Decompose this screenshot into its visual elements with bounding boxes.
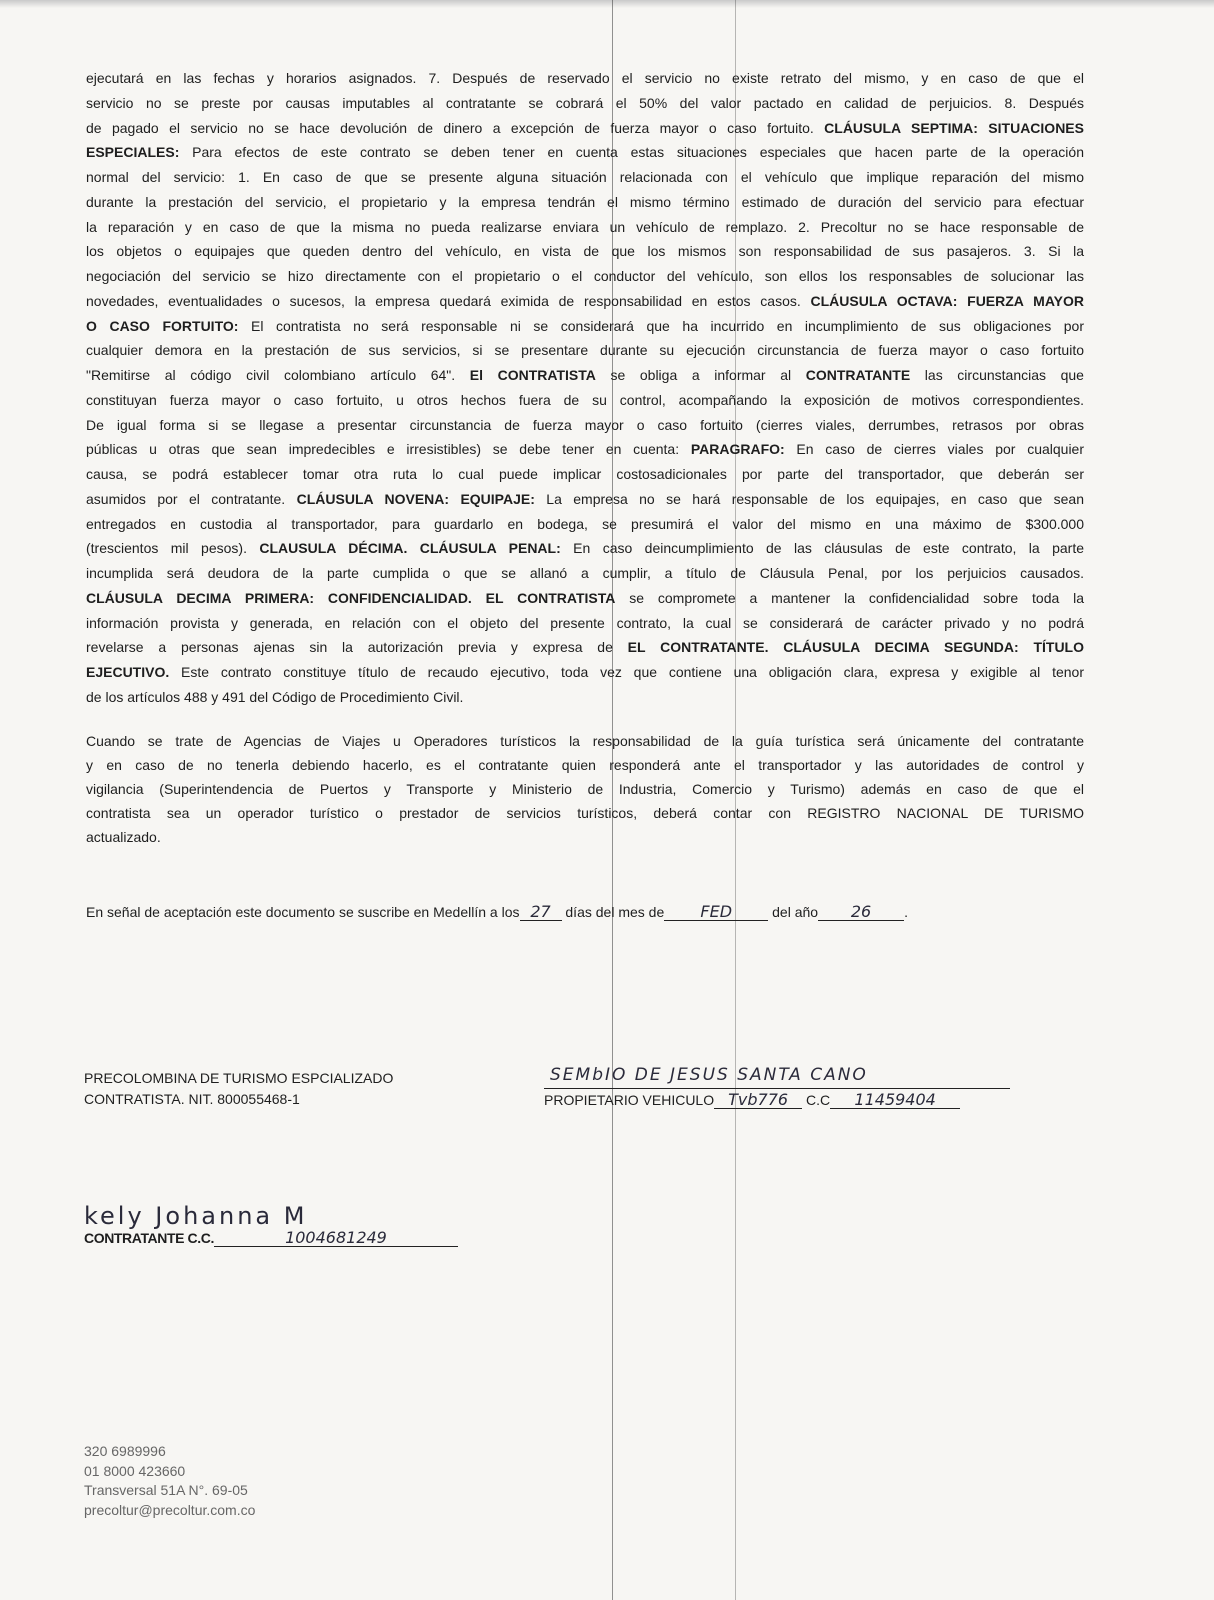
text-segment: contratista sea un operador turístico o prestador de servicios turísticos, deberá contar con REGISTRO NACIONAL DE TURISMO [86, 805, 1084, 821]
bold-clause-heading: EL CONTRATANTE. CLÁUSULA DECIMA SEGUNDA: TÍTULO [627, 639, 1084, 656]
text-line [86, 388, 1084, 413]
text-segment: De igual forma si se llegase a presentar circunstancia de fuerza mayor o caso fortuito (cierres viales, derrumbes, retrasos por obras [86, 416, 1084, 433]
text-line [86, 753, 1084, 777]
text-line [86, 338, 1084, 363]
text-segment: y en caso de no tenerla debiendo hacerlo, es el contratante quien responderá ante el transportador y las autoridades de control y [86, 757, 1084, 773]
text-segment: actualizado. [86, 829, 161, 845]
bold-clause-heading: CLAUSULA DÉCIMA. CLÁUSULA PENAL: [259, 540, 561, 557]
phone: 320 6989996 [84, 1443, 166, 1459]
text-line [86, 437, 1084, 462]
text-segment: La empresa no se hará responsable de los equipajes, en caso que sean [534, 490, 1084, 507]
text-line [86, 777, 1084, 801]
text-segment: (trescientos mil pesos). [86, 540, 260, 557]
text-segment: durante la prestación del servicio, el propietario y la empresa tendrán el mismo término estimado de duración del servicio para efectuar [86, 193, 1084, 210]
client-cc-field: 1004681249 [214, 1230, 458, 1247]
owner-handwritten-name: SEMbIO DE JESUS SANTA CANO [544, 1062, 1010, 1089]
text-line [86, 512, 1084, 537]
tollfree-phone: 01 8000 423660 [84, 1462, 186, 1479]
bold-clause-heading: CONTRATANTE [805, 367, 911, 383]
text-line [86, 239, 1084, 264]
bold-clause-heading: ESPECIALES: [86, 144, 180, 161]
text-line [86, 140, 1084, 165]
text-line [86, 91, 1084, 116]
text-segment: Este contrato constituye título de recaudo ejecutivo, toda vez que contiene una obligación clara, expresa y exigible al tenor [169, 664, 1084, 680]
text-segment: las circunstancias que [910, 367, 1084, 383]
bold-clause-heading: CLÁUSULA NOVENA: EQUIPAJE: [296, 490, 535, 507]
text-segment: Para efectos de este contrato se deben tener en cuenta estas situaciones especiales que hacen parte de la operación [179, 144, 1084, 161]
text-segment: públicas u otras que sean impredecibles e irresistibles) se debe tener en cuenta: [86, 441, 691, 458]
text-segment: En caso de cierres viales por cualquier [784, 441, 1085, 458]
company-name: PRECOLOMBINA DE TURISMO ESPCIALIZADO [84, 1070, 394, 1086]
email: precoltur@precoltur.com.co [84, 1501, 256, 1518]
text-segment: servicio no se preste por causas imputables al contratante se cobrará el 50% del valor pactado en calidad de perjuicios. 8. Después [86, 94, 1084, 111]
bold-clause-heading: CLÁUSULA OCTAVA: FUERZA MAYOR [810, 292, 1084, 309]
text-segment: se compromete a mantener la confidencialidad sobre toda la [615, 589, 1085, 606]
acceptance-line [86, 904, 908, 921]
text-segment: los objetos o equipajes que queden dentro del vehículo, en vista de que los mismos son responsabilidad de sus pasajeros. 3. Si la [86, 243, 1084, 260]
text-segment: causa, se podrá establecer tomar otra ruta lo cual puede implicar costosadicionales por parte del transportador, que deberán ser [86, 466, 1084, 482]
text-segment: incumplida será deudora de la parte cumplida o que se allanó a cumplir, a título de Cláusula Penal, por los perjuicios causados. [86, 565, 1084, 581]
cc-label: C.C [806, 1092, 831, 1108]
owner-label: PROPIETARIO VEHICULO [544, 1092, 715, 1108]
contractor-signature-block [84, 1068, 393, 1110]
text-segment: En caso deincumplimiento de las cláusulas de este contrato, la parte [560, 540, 1085, 557]
text-segment: ejecutará en las fechas y horarios asignados. 7. Después de reservado el servicio no existe retrato del mismo, y en caso de que el [86, 70, 1084, 86]
client-handwritten-signature: kely Johanna M [84, 1202, 308, 1230]
text-segment: novedades, eventualidades o sucesos, la empresa quedará eximida de responsabilidad en estos casos. [86, 292, 811, 309]
vehicle-plate-field: Tvb776 [714, 1092, 802, 1109]
text-line [86, 660, 1084, 685]
acceptance-text: En señal de aceptación este documento se suscribe en Medellín a los [86, 904, 520, 920]
day-field: 27 [520, 904, 562, 921]
company-role: CONTRATISTA. NIT. 800055468-1 [84, 1091, 300, 1107]
text-segment: normal del servicio: 1. En caso de que se presente alguna situación relacionada con el vehículo que implique reparación del mismo [86, 169, 1084, 185]
text-line [86, 264, 1084, 289]
year-field: 26 [818, 904, 904, 921]
bold-clause-heading: El CONTRATISTA [469, 367, 596, 383]
acceptance-text: del año [772, 904, 819, 920]
text-segment: entregados en custodia al transportador, para guardarlo en bodega, se presumirá el valor del mismo en una máximo de $300.000 [86, 515, 1084, 532]
text-segment: de los artículos 488 y 491 del Código de Procedimiento Civil. [86, 688, 464, 705]
text-segment: "Remitirse al código civil colombiano artículo 64". [86, 367, 470, 383]
bold-clause-heading: CLÁUSULA SEPTIMA: SITUACIONES [824, 119, 1084, 136]
text-line [86, 116, 1084, 141]
text-segment: Cuando se trate de Agencias de Viajes u Operadores turísticos la responsabilidad de la guía turística será únicamente del contratante [86, 733, 1084, 749]
bold-clause-heading: PARAGRAFO: [690, 441, 785, 458]
text-line [86, 413, 1084, 438]
text-line [86, 363, 1084, 388]
text-segment: revelarse a personas ajenas sin la autorización previa y expresa de [86, 639, 628, 656]
scan-edge [0, 0, 1214, 8]
text-line [86, 635, 1084, 660]
text-line [86, 561, 1084, 586]
text-line [86, 462, 1084, 487]
text-line [86, 215, 1084, 240]
text-segment: información provista y generada, en relación con el objeto del presente contrato, la cual se considerará de carácter privado y no podrá [86, 614, 1084, 631]
text-line [86, 729, 1084, 753]
text-line [86, 314, 1084, 339]
text-segment: El contratista no será responsable ni se considerará que ha incurrido en incumplimiento de sus obligaciones por [238, 317, 1084, 334]
tourism-agencies-paragraph [86, 729, 1084, 849]
text-segment: se obliga a informar al [595, 367, 806, 383]
text-line [86, 165, 1084, 190]
text-line [86, 66, 1084, 91]
address: Transversal 51A N°. 69-05 [84, 1482, 248, 1498]
client-signature-block [84, 1200, 458, 1249]
bold-clause-heading: EJECUTIVO. [86, 664, 170, 680]
contract-clauses-paragraph [86, 66, 1084, 710]
acceptance-period: . [904, 904, 908, 920]
owner-cc-field: 11459404 [830, 1092, 960, 1109]
client-label: CONTRATANTE C.C. [84, 1230, 214, 1246]
bold-clause-heading: O CASO FORTUITO: [86, 317, 239, 334]
bold-clause-heading: CLÁUSULA DECIMA PRIMERA: CONFIDENCIALIDAD. EL CONTRATISTA [86, 589, 616, 606]
text-segment: constituyan fuerza mayor o caso fortuito, u otros hechos fuera de su control, acompañando la exposición de motivos correspondientes. [86, 391, 1084, 408]
text-line [86, 536, 1084, 561]
text-line [86, 487, 1084, 512]
text-line [86, 825, 1084, 849]
text-line [86, 586, 1084, 611]
company-contact-footer [84, 1442, 255, 1520]
text-segment: asumidos por el contratante. [86, 490, 297, 507]
text-line [86, 685, 1084, 710]
text-segment: cualquier demora en la prestación de sus servicios, si se presentare durante su ejecución circunstancia de fuerza mayor o caso fortuito [86, 342, 1084, 359]
text-line [86, 611, 1084, 636]
text-segment: la reparación y en caso de que la misma no pueda realizarse enviara un vehículo de remplazo. 2. Precoltur no se hace responsable de [86, 218, 1084, 235]
text-line [86, 289, 1084, 314]
text-segment: vigilancia (Superintendencia de Puertos y Transporte y Ministerio de Industria, Comercio y Turismo) además en caso de que el [86, 781, 1084, 797]
text-line [86, 801, 1084, 825]
acceptance-text: días del mes de [565, 904, 665, 920]
month-field: FED [664, 904, 768, 921]
text-segment: negociación del servicio se hizo directamente con el propietario o el conductor del vehículo, son ellos los responsables de solucionar las [86, 268, 1084, 284]
text-line [86, 190, 1084, 215]
text-segment: de pagado el servicio no se hace devolución de dinero a excepción de fuerza mayor o caso fortuito. [86, 119, 825, 136]
owner-signature-block [544, 1062, 1010, 1111]
